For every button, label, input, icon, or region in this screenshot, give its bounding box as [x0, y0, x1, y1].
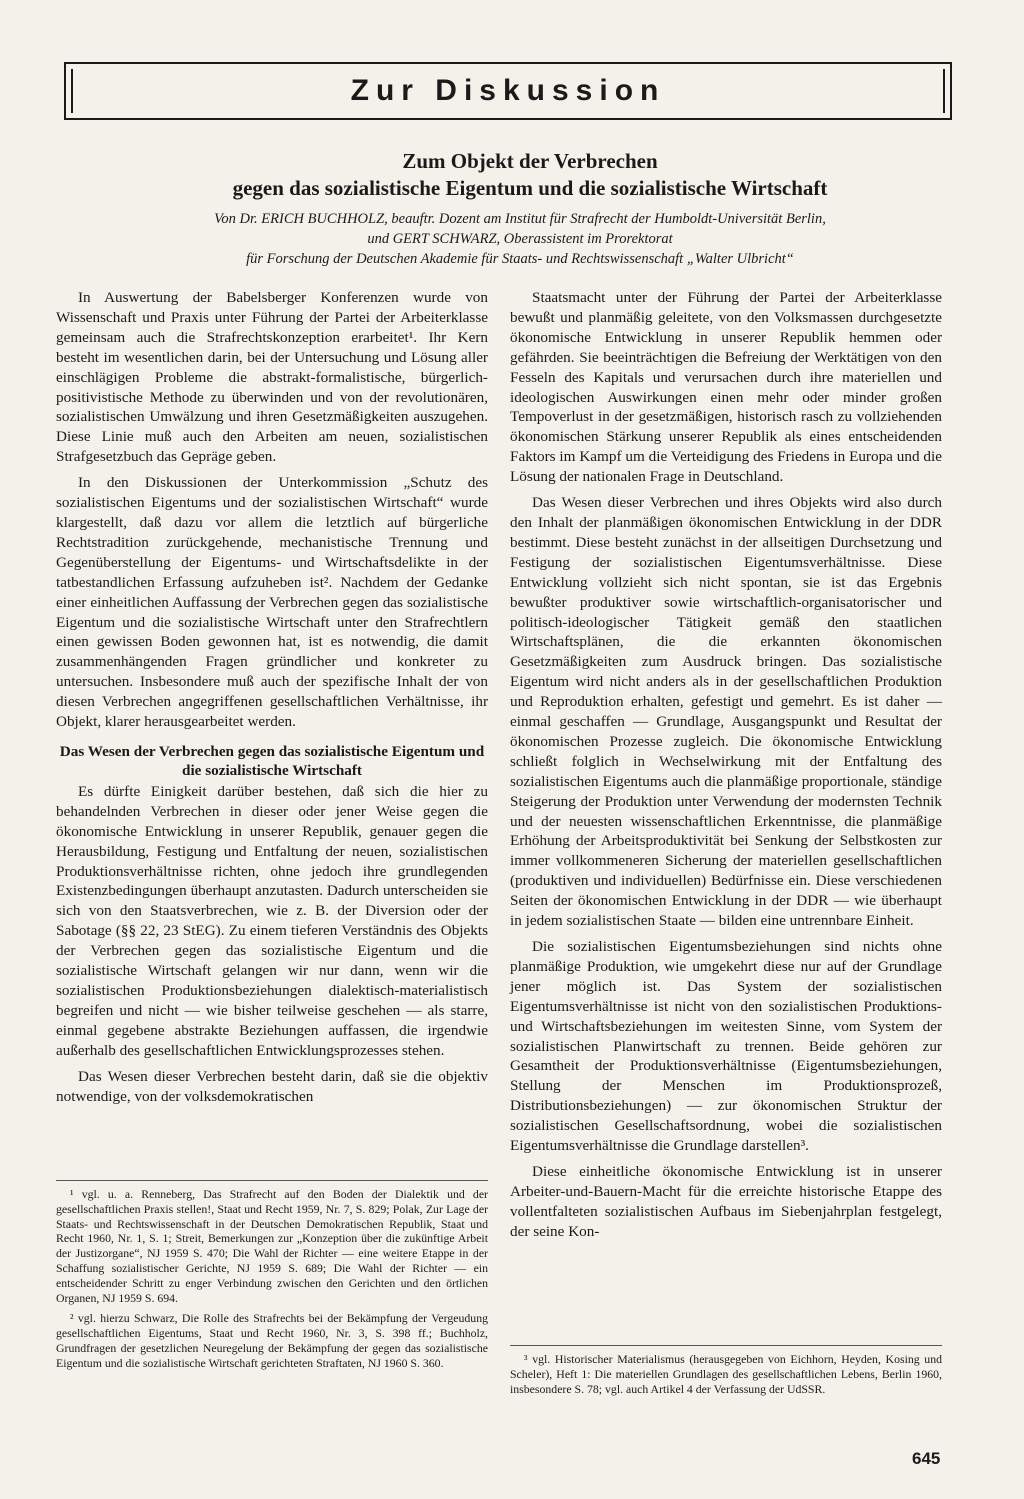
page-number: 645 [912, 1449, 941, 1468]
right-footnotes [510, 1345, 942, 1402]
right-text-column [510, 288, 942, 1248]
byline-line-3: für Forschung der Deutschen Akademie für Staats- und Rechtswissenschaft „Walter Ulbricht“ [246, 251, 794, 267]
article-title-line-1: Zum Objekt der Verbrechen [402, 149, 658, 173]
footnote-3: ³ vgl. Historischer Materialismus (herausgegeben von Eichhorn, Heyden, Kosing und Scheler), Heft 1: Die materiellen Grundlagen des gesellschaftlichen Lebens, Berlin 1960, insbesondere S. 78; vgl. auch Artikel 4 der Verfassung der UdSSR. [510, 1352, 942, 1396]
paragraph: Es dürfte Einigkeit darüber bestehen, daß sich die hier zu behandelnden Verbrechen in dieser oder jener Weise gegen die ökonomische Entwicklung in unserer Republik, genauer gegen die Herausbildung, Festigung und Entfaltung der neuen, sozialistischen Produktionsverhältnisse richten, ohne jedoch ihre grundlegenden Existenzbedingungen überhaupt anzutasten. Dadurch unterscheiden sie sich von den Staatsverbrechen, wie z. B. der Diversion oder der Sabotage (§§ 22, 23 StEG). Zu einem tieferen Verständnis des Objekts der Verbrechen gegen das sozialistische Eigentum und die sozialistische Wirtschaft gelangen wir nur dann, wenn wir die sozialistischen Produktionsbeziehungen dialektisch-materialistisch begreifen und nicht — wie bisher teilweise geschehen — als starre, einmal gegebene abstrakte Beziehungen auffassen, die irgendwie außerhalb des gesellschaftlichen Entwicklungsprozesses stehen. [56, 782, 488, 1059]
paragraph: Das Wesen dieser Verbrechen und ihres Objekts wird also durch den Inhalt der planmäßigen ökonomischen Entwicklung in der DDR bestimmt. Diese besteht zunächst in der allseitigen Durchsetzung und Festigung der sozialistischen Eigentumsverhältnisse. Diese Entwicklung vollzieht sich nicht spontan, sie ist das Ergebnis bewußter produktiver sowie wirtschaftlich-organisatorischer und politisch-ideologischer Tätigkeit gemäß den staatlichen Wirtschaftsplänen, die die erkannten ökonomischen Gesetzmäßigkeiten zum Ausdruck bringen. Das sozialistische Eigentum wird nicht anders als in der gesellschaftlichen Produktion und Reproduktion erhalten, gefestigt und gemehrt. Es ist daher — einmal geschaffen — Grundlage, Ausgangspunkt und Resultat der ökonomischen Prozesse zugleich. Die ökonomische Entwicklung schließt folglich in Wechselwirkung mit der Entfaltung des sozialistischen Eigentums auch die planmäßige proportionale, ständige Steigerung der Produktion unter Verwendung der modernsten Technik und der neuesten wissenschaftlichen Erkenntnisse, die planmäßige Erhöhung der Arbeitsproduktivität bei Senkung der Selbstkosten zur immer vollkommeneren Sicherung der materiellen gesellschaftlichen (produktiven und individuellen) Bedürfnisse ein. Diese verschiedenen Seiten der ökonomischen Entwicklung in der DDR — wie überhaupt in jedem sozialistischen Staate — bilden eine untrennbare Einheit. [510, 494, 942, 930]
section-banner [64, 62, 952, 120]
paragraph: Staatsmacht unter der Führung der Partei der Arbeiterklasse bewußt und planmäßig geleitete, von den Volksmassen durchgesetzte ökonomische Entwicklung in unserer Republik hemmen oder gefährden. Sie beeinträchtigen die Befreiung der Werktätigen von den Fesseln des Kapitals und verursachen durch ihre materiellen und ideologischen Auswirkungen einen mehr oder minder großen Tempoverlust in der gesetzmäßigen, historisch rasch zu vollziehenden ökonomischen Stärkung unserer Republik als eines entscheidenden Faktors im Kampf um die Verteidigung des Friedens in Europa und die Lösung der nationalen Frage in Deutschland. [510, 289, 942, 486]
paragraph: Diese einheitliche ökonomische Entwicklung ist in unserer Arbeiter-und-Bauern-Macht für die erreichte historische Etappe des vollentfalteten sozialistischen Aufbaus im Siebenjahrplan festgelegt, der seine Kon- [510, 1162, 942, 1240]
paragraph: Die sozialistischen Eigentumsbeziehungen sind nichts ohne planmäßige Produktion, wie umgekehrt diese nur auf der Grundlage jener möglich ist. Das System der sozialistischen Eigentumsverhältnisse ist nicht von den sozialistischen Produktions- und Wirtschaftsbeziehungen im weitesten Sinne, vom System der sozialistischen Planwirtschaft zu trennen. Beide gehören zur Gesamtheit der Produktionsverhältnisse (Eigentumsbeziehungen, Stellung der Menschen im Produktionsprozeß, Distributionsbeziehungen) — zur ökonomischen Struktur der sozialistischen Gesellschaftsordnung, wobei die sozialistischen Eigentumsverhältnisse die Grundlage darstellen³. [510, 938, 942, 1155]
byline-line-2: und GERT SCHWARZ, Oberassistent im Prorektorat [367, 231, 673, 247]
section-heading: Das Wesen der Verbrechen gegen das sozialistische Eigentum und die sozialistische Wirtschaft [59, 742, 485, 779]
footnote-2: ² vgl. hierzu Schwarz, Die Rolle des Strafrechts bei der Bekämpfung der Vergeudung gesellschaftlichen Eigentums, Staat und Recht 1960, Nr. 3, S. 398 ff.; Buchholz, Grundfragen der gesetzlichen Neuregelung der Bekämpfung der gegen das sozialistische Eigentum und die sozialistische Wirtschaft gerichteten Straftaten, NJ 1960 S. 360. [56, 1311, 488, 1370]
section-banner-title: Zur Diskussion [350, 74, 666, 107]
article-byline [120, 209, 920, 269]
article-title-line-2: gegen das sozialistische Eigentum und die sozialistische Wirtschaft [232, 176, 828, 200]
byline-line-1: Von Dr. ERICH BUCHHOLZ, beauftr. Dozent am Institut für Strafrecht der Humboldt-Universität Berlin, [214, 211, 826, 227]
left-text-column [56, 288, 488, 1112]
footnote-1: ¹ vgl. u. a. Renneberg, Das Strafrecht auf den Boden der Dialektik und der gesellschaftlichen Praxis stellen!, Staat und Recht 1959, Nr. 7, S. 829; Polak, Zur Lage der Staats- und Rechtswissenschaft in der Deutschen Demokratischen Republik, Staat und Recht 1960, Nr. 1, S. 1; Streit, Bemerkungen zur „Konzeption über die zukünftige Arbeit der Justizorgane“, NJ 1959 S. 470; Die Wahl der Richter — eine weitere Etappe in der Schaffung sozialistischer Gerichte, NJ 1959 S. 689; Die Wahl der Richter — ein entscheidender Schritt zu enger Verbindung zwischen den Gerichten und den örtlichen Organen, NJ 1959 S. 694. [56, 1187, 488, 1305]
paragraph: In Auswertung der Babelsberger Konferenzen wurde von Wissenschaft und Praxis unter Führung der Partei der Arbeiterklasse gemeinsam auch die Strafrechtskonzeption erarbeitet¹. Ihr Kern besteht im wesentlichen darin, bei der Untersuchung und Lösung aller einschlägigen Probleme die abstrakt-formalistische, bürgerlich-positivistische Methode zu überwinden und von der revolutionären, sozialistischen Umwälzung und ihren Gesetzmäßigkeiten auszugehen. Diese Linie muß auch den Arbeiten am neuen, sozialistischen Strafgesetzbuch das Gepräge geben. [56, 289, 488, 466]
left-footnotes [56, 1180, 488, 1377]
paragraph: In den Diskussionen der Unterkommission „Schutz des sozialistischen Eigentums und der sozialistischen Wirtschaft“ wurde klargestellt, daß dazu vor allem die letztlich auf bürgerliche Rechtstradition zurückgehende, mechanistische Trennung und Gegenüberstellung der Eigentums- und Wirtschaftsdelikte in der tatbestandlichen Erfassung aufzuheben ist². Nachdem der Gedanke einer einheitlichen Auffassung der Verbrechen gegen das sozialistische Eigentum und die sozialistische Wirtschaft unter den Strafrechtlern einen gewissen Boden gewonnen hat, ist es notwendig, die damit zusammenhängenden Fragen gründlicher und konkreter zu untersuchen. Insbesondere muß auch der spezifische Inhalt der von diesen Verbrechen angegriffenen gesellschaftlichen Verhältnisse, ihr Objekt, klarer herausgearbeitet werden. [56, 474, 488, 731]
paragraph: Das Wesen dieser Verbrechen besteht darin, daß sie die objektiv notwendige, von der volksdemokratischen [56, 1067, 488, 1105]
section-banner-frame [71, 69, 945, 113]
article-title [180, 148, 880, 202]
